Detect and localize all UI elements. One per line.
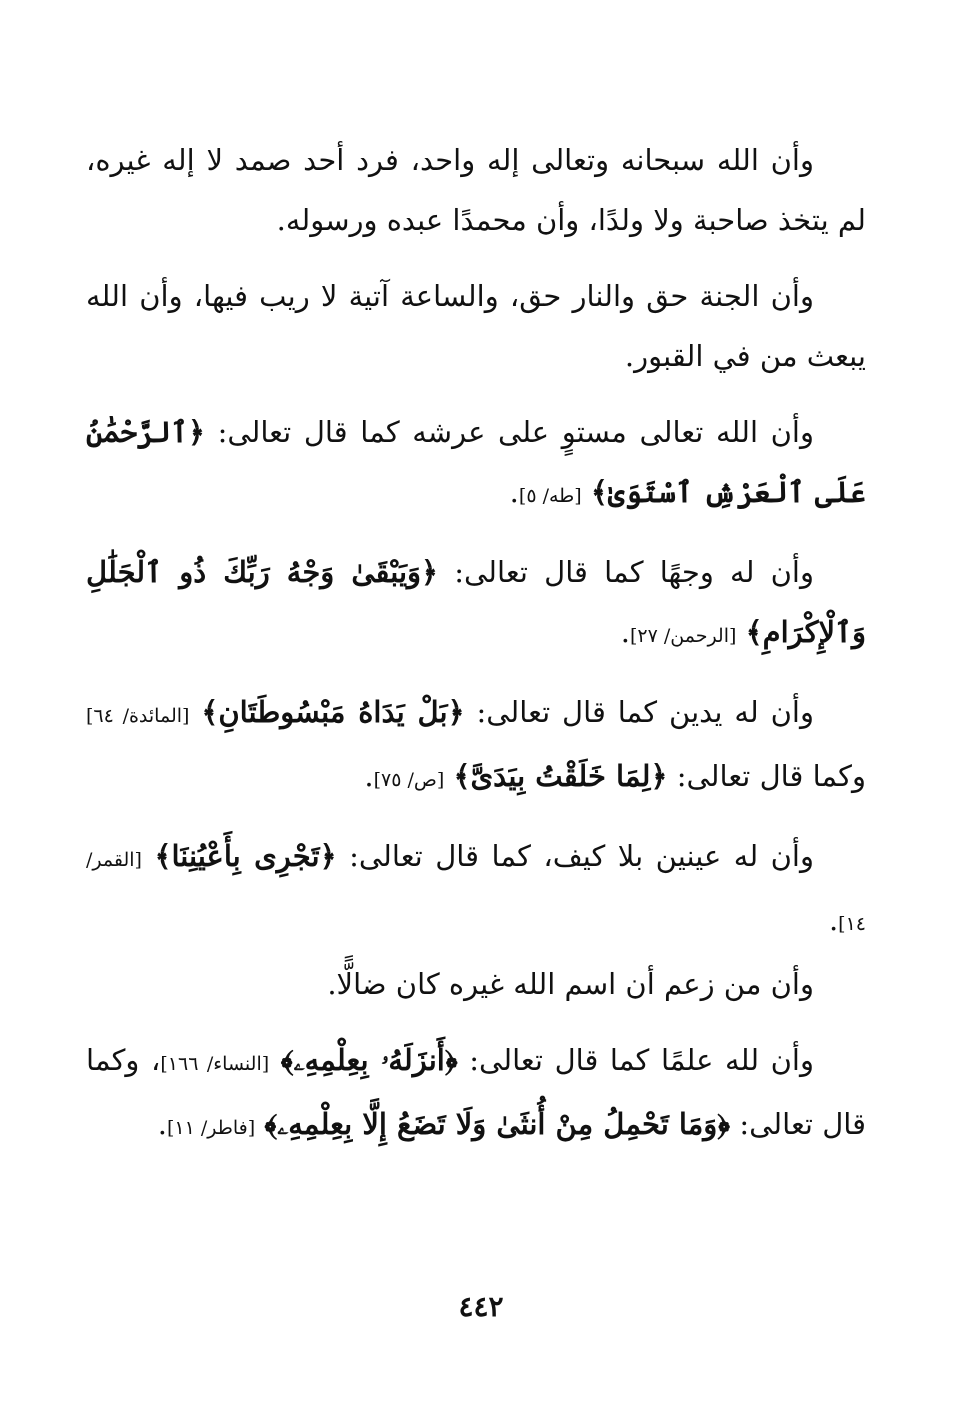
verse-reference: [النساء/ ١٦٦] bbox=[160, 1053, 270, 1075]
paragraph bbox=[86, 402, 866, 526]
paragraph-text: وأن من زعم أن اسم الله غيره كان ضالًّا. bbox=[327, 967, 814, 1001]
paragraph-text bbox=[269, 1043, 281, 1077]
paragraph bbox=[86, 266, 866, 386]
verse-reference: [فاطر/ ١١] bbox=[166, 1117, 256, 1139]
paragraph bbox=[86, 1030, 866, 1158]
quran-verse: ﴿ٱلرَّحْمَٰنُ عَلَى ٱلْعَرْشِ ٱسْتَوَىٰ﴾ bbox=[86, 415, 866, 509]
paragraph-text: . bbox=[157, 1107, 167, 1141]
quran-verse: ﴿أَنزَلَهُۥ بِعِلْمِهِۦ﴾ bbox=[280, 1043, 458, 1077]
paragraph-text: وأن الجنة حق والنار حق، والساعة آتية لا ريب فيها، وأن الله يبعث من في القبور. bbox=[86, 279, 866, 373]
paragraph-text: وأن لله علمًا كما قال تعالى: bbox=[457, 1043, 814, 1077]
paragraph-text: وأن الله تعالى مستوٍ على عرشه كما قال تعالى: bbox=[204, 415, 814, 449]
paragraph-text bbox=[255, 1107, 264, 1141]
paragraph-text: وأن الله سبحانه وتعالى إله واحد، فرد أحد صمد لا إله غيره، لم يتخذ صاحبة ولا ولدًا، وأن محمدًا عبده ورسوله. bbox=[86, 143, 866, 237]
paragraph-text bbox=[142, 839, 154, 873]
verse-reference: [الرحمن/ ٢٧] bbox=[629, 625, 737, 647]
verse-reference: [ص/ ٧٥] bbox=[373, 769, 445, 791]
verse-reference: [القمر/ ١٤] bbox=[86, 849, 866, 935]
paragraph bbox=[86, 954, 866, 1014]
verse-reference: [طه/ ٥] bbox=[518, 485, 582, 507]
quran-verse: ﴿بَلْ يَدَاهُ مَبْسُوطَتَانِ﴾ bbox=[201, 695, 465, 729]
paragraph-text: . bbox=[364, 759, 374, 793]
verse-reference: [المائدة/ ٦٤] bbox=[86, 705, 190, 727]
paragraph bbox=[86, 826, 866, 954]
paragraph-text: ، وكما قال تعالى: bbox=[86, 1043, 866, 1141]
paragraph-text: . bbox=[828, 903, 839, 937]
paragraph-text: . bbox=[620, 615, 630, 649]
quran-verse: ﴿تَجْرِى بِأَعْيُنِنَا﴾ bbox=[154, 839, 337, 873]
paragraph bbox=[86, 682, 866, 810]
body-text bbox=[86, 130, 866, 1174]
paragraph-text: وأن له يدين كما قال تعالى: bbox=[464, 695, 814, 729]
paragraph-text bbox=[736, 615, 745, 649]
paragraph bbox=[86, 130, 866, 250]
paragraph-text: وأن له عينين بلا كيف، كما قال تعالى: bbox=[336, 839, 814, 873]
quran-verse: ﴿لِمَا خَلَقْتُ بِيَدَىَّ﴾ bbox=[453, 759, 668, 793]
paragraph-text bbox=[189, 695, 201, 729]
paragraph-text bbox=[582, 475, 591, 509]
paragraph bbox=[86, 542, 866, 666]
paragraph-text: . bbox=[509, 475, 519, 509]
page-number: ٤٤٢ bbox=[458, 1290, 504, 1323]
quran-verse: ﴿وَمَا تَحْمِلُ مِنْ أُنثَىٰ وَلَا تَضَعُ إِلَّا بِعِلْمِهِۦ﴾ bbox=[264, 1107, 731, 1141]
paragraph-text: وأن له وجهًا كما قال تعالى: bbox=[438, 555, 814, 589]
paragraph-text: وكما قال تعالى: bbox=[667, 759, 866, 793]
quran-verse: ﴿وَيَبْقَىٰ وَجْهُ رَبِّكَ ذُو ٱلْجَلَٰلِ وَٱلْإِكْرَامِ﴾ bbox=[86, 555, 866, 649]
